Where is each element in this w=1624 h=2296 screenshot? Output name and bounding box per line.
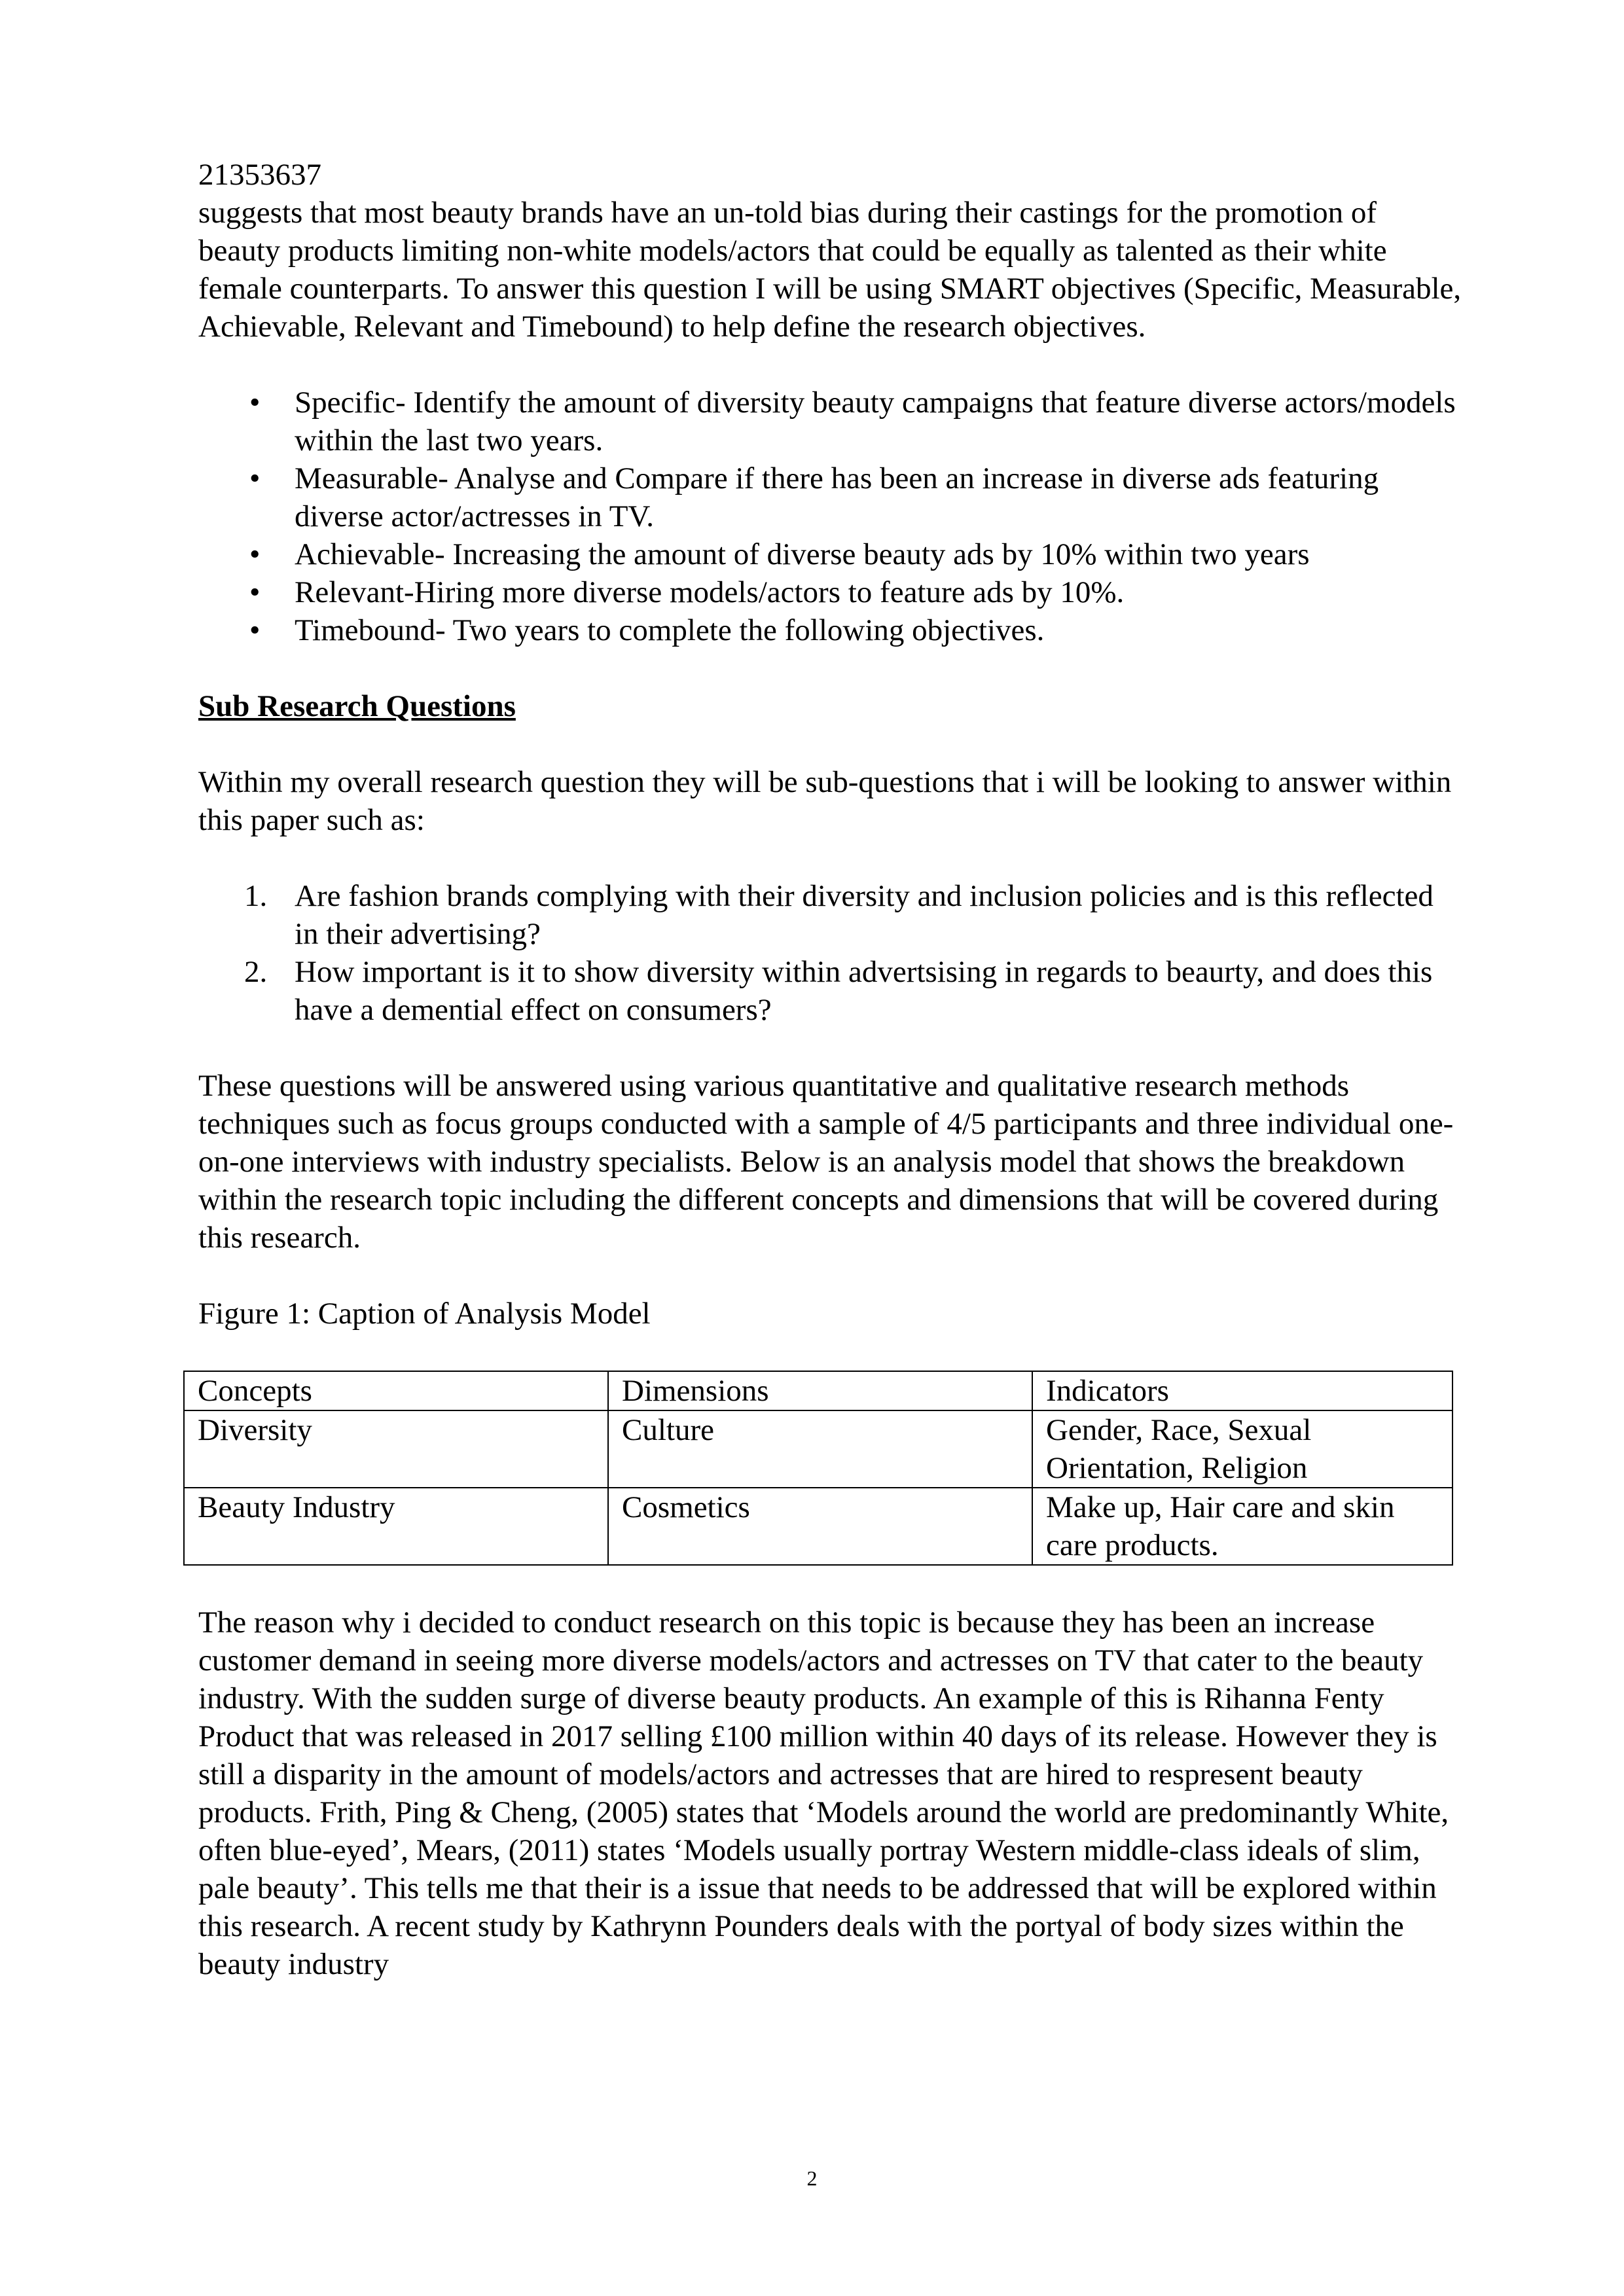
smart-objective-measurable: Measurable- Analyse and Compare if there has been an increase in diverse ads featuring diverse actor/actresses in TV. — [295, 461, 1379, 533]
question-number: 1. — [244, 879, 268, 913]
table-cell: Cosmetics — [608, 1488, 1032, 1565]
student-id: 21353637 — [198, 158, 321, 192]
sub-research-intro: Within my overall research question they will be sub-questions that i will be looking to answer within this paper such as: — [198, 765, 1452, 837]
figure-caption: Figure 1: Caption of Analysis Model — [198, 1297, 651, 1331]
table-header-cell: Indicators — [1032, 1371, 1453, 1410]
table-header-cell: Dimensions — [608, 1371, 1032, 1410]
bullet-icon: • — [249, 386, 261, 420]
list-item — [198, 459, 1462, 535]
table-cell: Diversity — [184, 1410, 608, 1488]
smart-objective-specific: Specific- Identify the amount of diversity beauty campaigns that feature diverse actors/models within the last two years. — [295, 386, 1456, 457]
smart-objective-timebound: Timebound- Two years to complete the following objectives. — [295, 613, 1045, 647]
smart-objective-relevant: Relevant-Hiring more diverse models/actors to feature ads by 10%. — [295, 575, 1125, 609]
sub-question-text: Are fashion brands complying with their diversity and inclusion policies and is this reflected in their advertising? — [295, 879, 1434, 951]
table-cell: Make up, Hair care and skin care products. — [1032, 1488, 1453, 1565]
bullet-icon: • — [249, 461, 261, 495]
list-item — [198, 611, 1462, 649]
page-number: 2 — [806, 2166, 818, 2190]
sub-questions-list — [198, 877, 1462, 1029]
smart-objectives-list — [198, 384, 1462, 649]
table-cell: Gender, Race, Sexual Orientation, Religion — [1032, 1410, 1453, 1488]
table-cell: Culture — [608, 1410, 1032, 1488]
list-item — [198, 573, 1462, 611]
intro-paragraph: suggests that most beauty brands have an un-told bias during their castings for the promotion of beauty products limiting non-white models/actors that could be equally as talented as their white female counterparts. To answer this question I will be using SMART objectives (Specific, Measurable, Achievable, Relevant and Timebound) to help define the research objectives. — [198, 196, 1462, 344]
table-header-row — [184, 1371, 1453, 1410]
table-row — [184, 1488, 1453, 1565]
page-content — [198, 156, 1462, 1983]
methods-paragraph: These questions will be answered using various quantitative and qualitative research methods techniques such as focus groups conducted with a sample of 4/5 participants and three individual one-on-one interviews with industry specialists. Below is an analysis model that shows the breakdown within the research topic including the different concepts and dimensions that will be covered during this research. — [198, 1069, 1454, 1255]
table-header-cell: Concepts — [184, 1371, 608, 1410]
list-item — [198, 877, 1462, 953]
analysis-model-table — [183, 1371, 1453, 1566]
smart-objective-achievable: Achievable- Increasing the amount of diverse beauty ads by 10% within two years — [295, 537, 1310, 571]
bullet-icon: • — [249, 613, 261, 647]
list-item — [198, 953, 1462, 1029]
list-item — [198, 384, 1462, 459]
table-row — [184, 1410, 1453, 1488]
bullet-icon: • — [249, 537, 261, 571]
reason-paragraph: The reason why i decided to conduct research on this topic is because they has been an increase customer demand in seeing more diverse models/actors and actresses on TV that cater to the beauty industry. With the sudden surge of diverse beauty products. An example of this is Rihanna Fenty Product that was released in 2017 selling £100 million within 40 days of its release. However they is still a disparity in the amount of models/actors and actresses that are hired to respresent beauty products. Frith, Ping & Cheng, (2005) states that ‘Models around the world are predominantly White, often blue-eyed’, Mears, (2011) states ‘Models usually portray Western middle-class ideals of slim, pale beauty’. This tells me that their is a issue that needs to be addressed that will be explored within this research. A recent study by Kathrynn Pounders deals with the portyal of body sizes within the beauty industry — [198, 1605, 1449, 1981]
bullet-icon: • — [249, 575, 261, 609]
table-cell: Beauty Industry — [184, 1488, 608, 1565]
question-number: 2. — [244, 955, 268, 989]
sub-question-text: How important is it to show diversity within advertsising in regards to beaurty, and does this have a demential effect on consumers? — [295, 955, 1433, 1027]
sub-research-heading: Sub Research Questions — [198, 689, 516, 723]
list-item — [198, 535, 1462, 573]
